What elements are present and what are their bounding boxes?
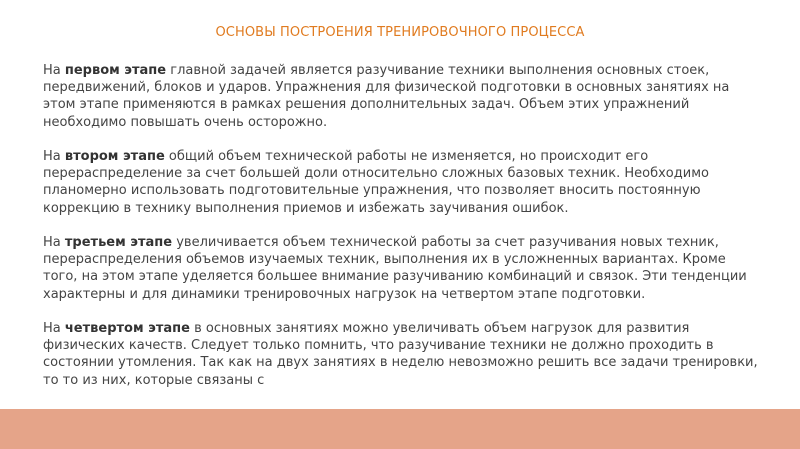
paragraph-emphasis: первом этапе	[64, 63, 167, 78]
paragraph-stage-1	[43, 62, 763, 131]
slide-body	[43, 62, 763, 406]
paragraph-text: главной задачей является разучивание техники выполнения основных стоек, передвижений, блоков и ударов. Упражнения для физической подготовки в основных занятиях на этом этапе применяются в рамках решения дополнительных задач. Объем этих упражнений необходимо повышать очень осторожно.	[43, 63, 730, 130]
paragraph-emphasis: третьем этапе	[64, 235, 173, 250]
paragraph-prefix: На	[43, 235, 65, 250]
paragraph-text: общий объем технической работы не изменяется, но происходит его перераспределение за счет большей доли относительно сложных базовых техник. Необходимо планомерно использовать подготовительные упражнения, что позволяет вносить постоянную коррекцию в технику выполнения приемов и избежать заучивания ошибок.	[43, 149, 709, 216]
paragraph-prefix: На	[43, 149, 65, 164]
paragraph-emphasis: втором этапе	[64, 149, 165, 164]
paragraph-text: увеличивается объем технической работы за счет разучивания новых техник, перераспределения объемов изучаемых техник, выполнения их в усложненных вариантах. Кроме того, на этом этапе уделяется большее внимание разучиванию комбинаций и связок. Эти тенденции характерны и для динамики тренировочных нагрузок на четвертом этапе подготовки.	[43, 235, 747, 302]
paragraph-stage-2	[43, 148, 763, 217]
paragraph-stage-3	[43, 234, 763, 303]
slide-title: ОСНОВЫ ПОСТРОЕНИЯ ТРЕНИРОВОЧНОГО ПРОЦЕССА	[215, 25, 585, 40]
paragraph-emphasis: четвертом этапе	[64, 321, 190, 336]
paragraph-stage-4	[43, 320, 763, 389]
bottom-accent-bar	[0, 409, 800, 449]
paragraph-prefix: На	[43, 63, 65, 78]
paragraph-text: в основных занятиях можно увеличивать объем нагрузок для развития физических качеств. Следует только помнить, что разучивание техники не должно проходить в состоянии утомления. Так как на двух занятиях в неделю невозможно решить все задачи тренировки, то то из них, которые связаны с	[43, 321, 758, 388]
paragraph-prefix: На	[43, 321, 65, 336]
